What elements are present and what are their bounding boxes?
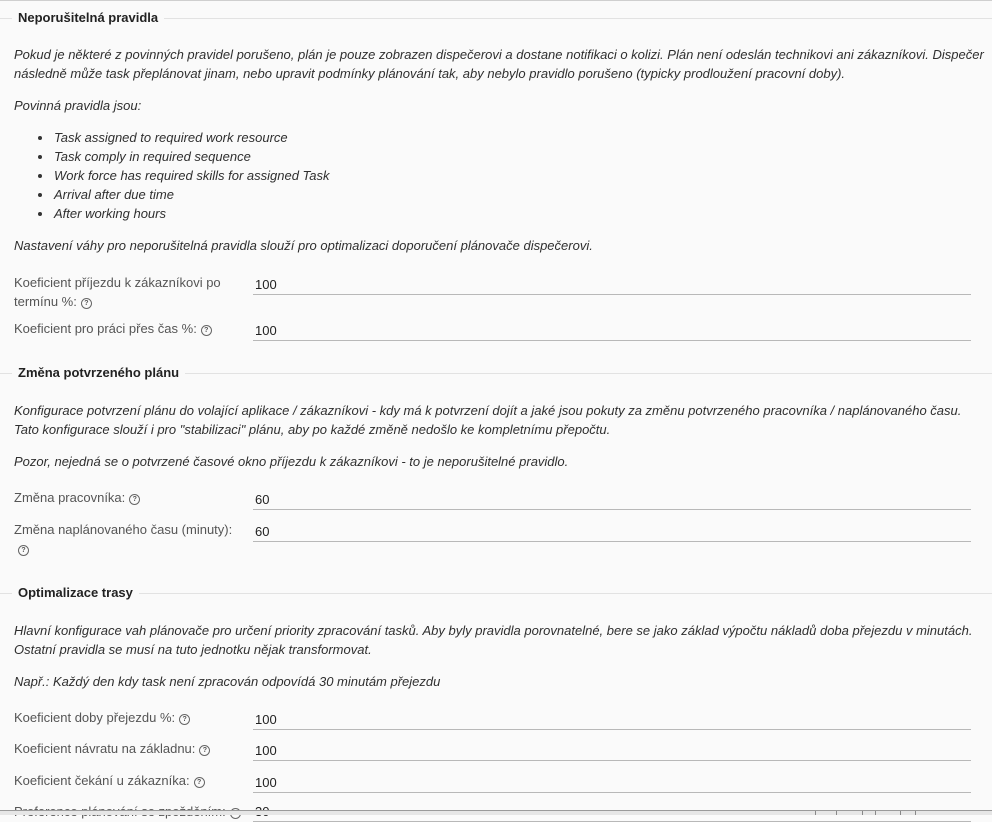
help-icon[interactable]: ? <box>201 325 212 336</box>
time-change-input[interactable] <box>253 522 971 542</box>
list-item: Work force has required skills for assigned Task <box>54 168 330 183</box>
field-label-worker-change: Změna pracovníka: ? <box>14 488 244 507</box>
rules-heading: Povinná pravidla jsou: <box>14 98 142 113</box>
top-border <box>0 0 992 1</box>
field-label-time-change: Změna naplánovaného času (minuty):? <box>14 522 233 554</box>
section-title: Změna potvrzeného plánu <box>12 364 185 382</box>
help-icon[interactable]: ? <box>81 298 92 309</box>
section-title: Neporušitelná pravidla <box>12 9 164 27</box>
list-item: After working hours <box>54 204 330 223</box>
late-arrival-coefficient-input[interactable] <box>253 275 971 295</box>
list-item: Task comply in required sequence <box>54 147 330 166</box>
help-icon[interactable]: ? <box>18 545 29 556</box>
section-intro: Pokud je některé z povinných pravidel porušeno, plán je pouze zobrazen dispečerovi a dostane notifikaci o kolizi. Plán není odeslán technikovi ani zákazníkovi. Dispečer následně může task přeplánovat jinam, nebo upravit podmínky plánování tak, aby nebylo pravidlo porušeno (typicky prodloužení pracovní doby). <box>14 47 984 81</box>
overtime-coefficient-input[interactable] <box>253 321 971 341</box>
help-icon[interactable]: ? <box>194 777 205 788</box>
return-base-coefficient-input[interactable] <box>253 741 971 761</box>
field-label-travel-time: Koeficient doby přejezdu %: ? <box>14 708 244 727</box>
section-intro: Hlavní konfigurace vah plánovače pro určení priority zpracování tasků. Aby byly pravidla porovnatelné, bere se jako základ výpočtu nákladů doba přejezdu v minutách. Ostatní pravidla se musí na tuto jednotku nějak transformovat. <box>14 623 973 657</box>
section-example: Např.: Každý den kdy task není zpracován odpovídá 30 minutám přejezdu <box>14 674 441 689</box>
status-bar-icon <box>815 811 837 815</box>
travel-time-coefficient-input[interactable] <box>253 710 971 730</box>
status-bar-icon <box>862 811 876 815</box>
section-title: Optimalizace trasy <box>12 584 139 602</box>
weights-note: Nastavení váhy pro neporušitelná pravidla slouží pro optimalizaci doporučení plánovače dispečerovi. <box>14 238 593 253</box>
field-label-return-base: Koeficient návratu na základnu: ? <box>14 739 244 758</box>
section-warning: Pozor, nejedná se o potvrzené časové okno příjezdu k zákazníkovi - to je neporušitelné pravidlo. <box>14 454 569 469</box>
field-label-customer-wait: Koeficient čekání u zákazníka: ? <box>14 771 244 790</box>
section-intro: Konfigurace potvrzení plánu do volající aplikace / zákazníkovi - kdy má k potvrzení dojít a jaké jsou pokuty za změnu potvrzeného pracovníka / naplánovaného času. Tato konfigurace slouží i pro "stabilizaci" plánu, aby po každé změně nedošlo ke kompletnímu přepočtu. <box>14 403 962 437</box>
status-bar <box>0 810 992 815</box>
help-icon[interactable]: ? <box>129 494 140 505</box>
list-item: Arrival after due time <box>54 185 330 204</box>
field-label-late-arrival: Koeficient příjezdu k zákazníkovi po termínu %: ? <box>14 275 221 309</box>
field-label-overtime: Koeficient pro práci přes čas %: ? <box>14 319 244 338</box>
help-icon[interactable]: ? <box>199 745 210 756</box>
customer-wait-coefficient-input[interactable] <box>253 773 971 793</box>
worker-change-input[interactable] <box>253 490 971 510</box>
section-neporusitelna-pravidla <box>0 9 992 27</box>
status-bar-icon <box>900 811 916 815</box>
rules-list <box>14 128 330 223</box>
help-icon[interactable]: ? <box>179 714 190 725</box>
section-zmena-potvrzeneho-planu <box>0 364 992 382</box>
list-item: Task assigned to required work resource <box>54 128 330 147</box>
section-optimalizace-trasy <box>0 584 992 602</box>
